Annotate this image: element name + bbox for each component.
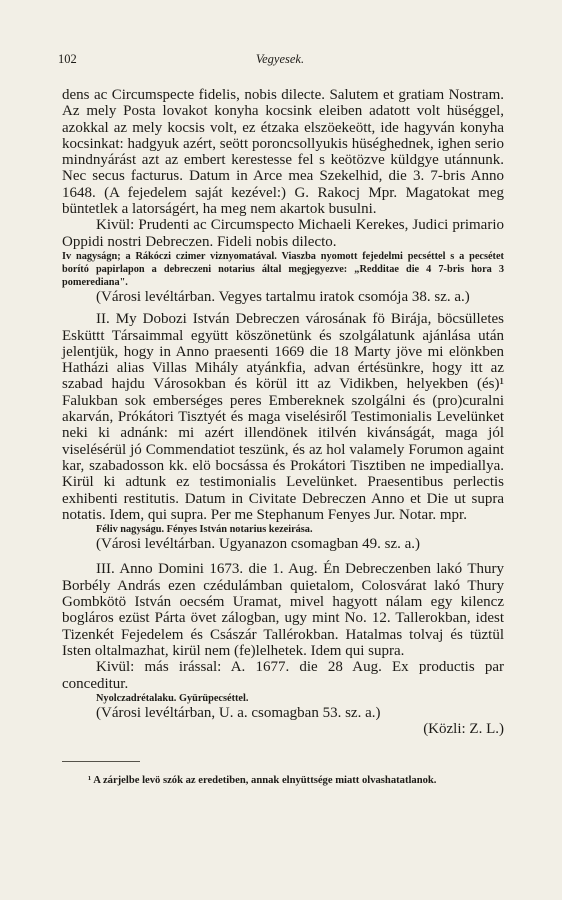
footnote-divider [62, 761, 140, 762]
letter-1-description: Iv nagyságn; a Rákóczi czimer viznyomatával. Viaszba nyomott fejedelmi pecséttel s a pecsétet borító papirlapon a debreczeni notarius által megjegyezve: „Redditae die 4 7-bris hora 3 pomerediana". [62, 250, 504, 288]
letter-1-address: Kivül: Prudenti ac Circumspecto Michaeli Kerekes, Judici primario Oppidi nostri Debreczen. Fideli nobis dilecto. [62, 217, 504, 250]
letter-3-text: III. Anno Domini 1673. die 1. Aug. Én Debreczenben lakó Thury Borbély András ezen czédulámban quietalom, Colosvárat lakó Thury Gombkötö István oecsém Uramat, mivel hagyott nálam egy kilencz bogláros ezüst Párta övet zálogban, ugy mint No. 12. Tallerokban, idest Tizenkét Fejedelem és Császár Tallérokban. Hatalmas tolvaj és tüztül Isten oltalmazhat, kirül nem (fe)lelhetek. Idem qui supra. [62, 561, 504, 659]
page-body [62, 87, 504, 787]
letter-2-description: Féliv nagyságu. Fényes István notarius kezeirása. [96, 524, 313, 536]
letter-3-address: Kivül: más irással: A. 1677. die 28 Aug. Ex productis par conceditur. [62, 659, 504, 692]
letter-1-archive-note: (Városi levéltárban. Vegyes tartalmu iratok csomója 38. sz. a.) [96, 288, 470, 305]
page-header [58, 52, 502, 70]
page-number: 102 [58, 52, 77, 66]
letter-3-description: Nyolczadrétalaku. Gyürüpecséttel. [96, 692, 249, 704]
contributor-note: (Közli: Z. L.) [423, 721, 504, 738]
letter-1-text: dens ac Circumspecte fidelis, nobis dilecte. Salutem et gratiam Nostram. Az mely Posta lovakot konyha kocsink eleiben adatott volt hüséggel, azokkal az mely kocsis volt, ez étzaka elszöekeött, ide hagyván konyha kocsinkat: hadgyuk azért, seött poroncsollyukis hüséghednek, ighen serio mindnyárást azt az embert kerestesse fel s keötözve küldgye utánnunk. Nec secus facturus. Datum in Arce mea Szekelhid, die 3. 7-bris Anno 1648. (A fejedelem saját kezével:) G. Rakocj Mpr. Magatokat meg büntetlek a latorságért, ha meg nem akartok busulni. [62, 87, 504, 218]
running-title: Vegyesek. [255, 52, 305, 66]
letter-3-archive-note: (Városi levéltárban, U. a. csomagban 53. sz. a.) [96, 704, 381, 721]
letter-2-text: II. My Dobozi István Debreczen városának fö Birája, böcsülletes Esküttt Társaimmal együtt köszönetünk és szolgálatunk ajánlása után jelentjük, hogy in Anno praesenti 1669 die 18 Marty jöve mi elönkben Hatházi alias Villas Mihály atyánkfia, advan értésünkre, hogy itt az szabad hajdu Városokban és körül itt az Vidikben, helyekben (és)¹ Falukban sok emberséges peres Embereknek szolgálni és (pro)curalni akarván, Prókátori Tisztyét és maga viselésiről Testimonialis Levelünket neki ki adnánk: mi azért illendönek itilvén kivánságát, maga jól viselésérül jó Commendatiot teszünk, és az hol valamely Forumon againt kar, szabadosson kk. elö bocsássa és Prokátori Tisztiben ne impediallya. Kirül ki adtunk ez testimonialis Levelünket. Praesentibus perlectis exhibenti restitutis. Datum in Civitate Debreczen Anno et Die ut supra notatis. Idem, qui supra. Per me Stephanum Fenyes Jur. Notar. mpr. [62, 311, 504, 523]
footnote: ¹ A zárjelbe levö szók az eredetiben, annak elnyüttsége miatt olvashatatlanok. [88, 775, 437, 787]
letter-2-archive-note: (Városi levéltárban. Ugyanazon csomagban 49. sz. a.) [96, 536, 421, 553]
